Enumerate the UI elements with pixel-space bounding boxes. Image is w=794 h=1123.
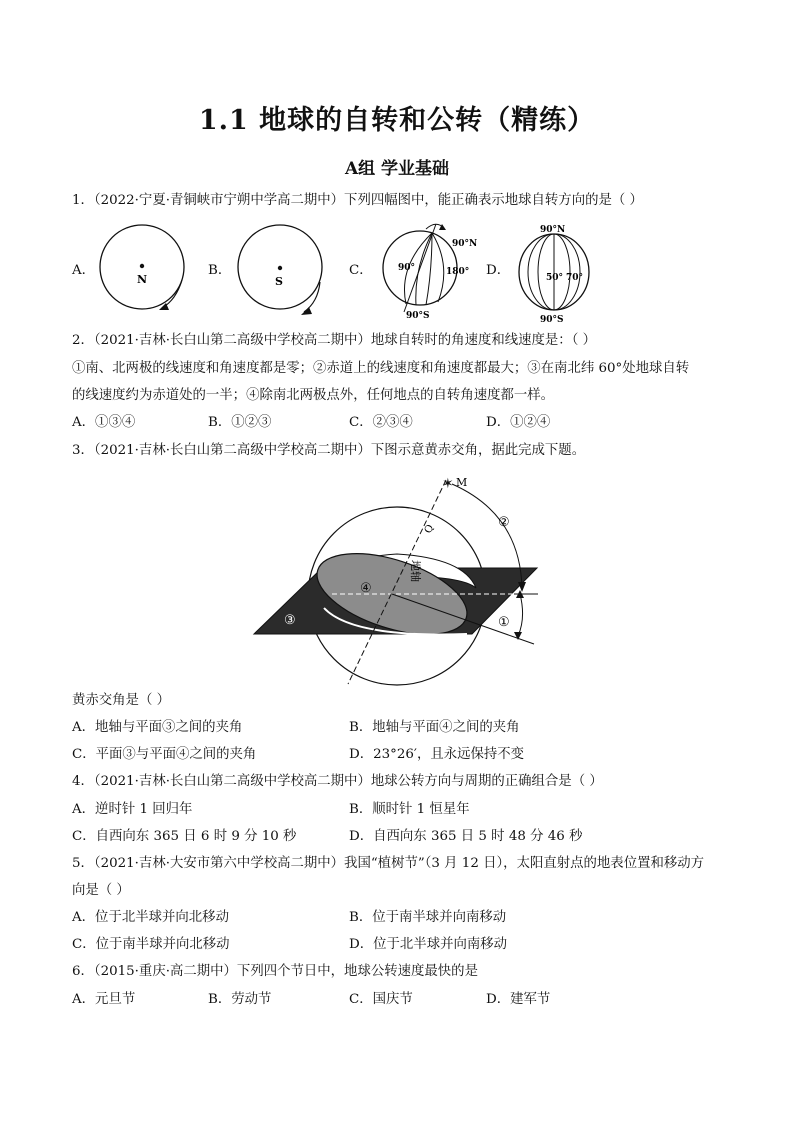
q5-option-d: D．位于北半球并向南移动 xyxy=(349,937,508,952)
q5-option-b: B．位于南半球并向南移动 xyxy=(349,910,507,925)
page-title: 1.1 地球的自转和公转（精练） xyxy=(198,105,596,136)
label-50deg: 50° xyxy=(546,273,564,283)
label-3: ③ xyxy=(284,613,296,628)
arrow-head-icon xyxy=(518,582,526,592)
q6-option-c: C．国庆节 xyxy=(349,992,413,1007)
label-1: ① xyxy=(498,615,510,630)
star-icon: ✶ xyxy=(442,476,454,492)
label-axis: 地轴 xyxy=(409,560,422,582)
rotation-arrow xyxy=(162,280,182,308)
arrow-head-icon xyxy=(301,307,312,315)
q6-option-a: A．元旦节 xyxy=(72,992,136,1007)
q1-figure-d xyxy=(514,220,600,324)
q4-option-c: C．自西向东 365 日 6 时 9 分 10 秒 xyxy=(72,829,297,844)
label-90s: 90°S xyxy=(540,315,564,324)
label-70deg: 70° xyxy=(566,273,584,283)
label-90deg: 90° xyxy=(398,263,416,273)
q5-stem-line1: 5．（2021·吉林·大安市第六中学校高二期中）我国“植树节”（3 月 12 日），太阳直射点的地表位置和移动方 xyxy=(72,856,705,871)
q2-option-d: D．①②④ xyxy=(486,415,551,430)
q3-option-d: D．23°26′，且永远保持不变 xyxy=(349,747,525,762)
pole-dot xyxy=(140,264,144,268)
label-90n: 90°N xyxy=(540,225,566,235)
q2-text-line1: ①南、北两极的线速度和角速度都是零；②赤道上的线速度和角速度都最大；③在南北纬 60°处地球自转 xyxy=(72,361,690,376)
q2-option-c: C．②③④ xyxy=(349,415,413,430)
q6-stem: 6．（2015·重庆·高二期中）下列四个节日中，地球公转速度最快的是 xyxy=(72,964,478,979)
arc-1 xyxy=(518,594,523,636)
q3-figure-obliquity xyxy=(252,468,544,690)
q4-stem: 4．（2021·吉林·长白山第二高级中学校高二期中）地球公转方向与周期的正确组合是（ ） xyxy=(72,774,603,789)
q4-option-b: B．顺时针 1 恒星年 xyxy=(349,802,470,817)
q3-sub-question: 黄赤交角是（ ） xyxy=(72,693,170,708)
q3-option-a: A．地轴与平面③之间的夹角 xyxy=(72,720,243,735)
q3-option-c: C．平面③与平面④之间的夹角 xyxy=(72,747,257,762)
pole-label-n: N xyxy=(137,273,148,286)
q3-stem: 3．（2021·吉林·长白山第二高级中学校高二期中）下图示意黄赤交角，据此完成下题。 xyxy=(72,443,586,458)
q5-option-c: C．位于南半球并向北移动 xyxy=(72,937,230,952)
q6-option-b: B．劳动节 xyxy=(208,992,272,1007)
q4-option-a: A．逆时针 1 回归年 xyxy=(72,802,193,817)
meridian-line xyxy=(416,233,432,305)
q1-figure-b xyxy=(232,222,332,320)
pole-dot xyxy=(278,266,282,270)
meridian-line xyxy=(432,233,444,302)
q5-stem-line2: 向是（ ） xyxy=(72,883,130,898)
q1-stem: 1．（2022·宁夏·青铜峡市宁朔中学高二期中）下列四幅图中，能正确表示地球自转方向的是（ ） xyxy=(72,193,643,208)
q3-option-b: B．地轴与平面④之间的夹角 xyxy=(349,720,520,735)
q2-option-b: B．①②③ xyxy=(208,415,272,430)
label-90s: 90°S xyxy=(406,311,430,321)
arrow-head-icon xyxy=(514,632,522,640)
q1-label-c: C． xyxy=(349,263,373,278)
q1-figure-a xyxy=(96,222,190,318)
q5-option-a: A．位于北半球并向北移动 xyxy=(72,910,229,925)
q2-stem: 2．（2021·吉林·长白山第二高级中学校高二期中）地球自转时的角速度和线速度是：（ ） xyxy=(72,333,597,348)
label-q: Q xyxy=(422,523,437,536)
q2-option-a: A．①③④ xyxy=(72,415,136,430)
q6-option-d: D．建军节 xyxy=(486,992,551,1007)
q4-option-d: D．自西向东 365 日 5 时 48 分 46 秒 xyxy=(349,829,583,844)
label-2: ② xyxy=(498,515,510,530)
label-90n: 90°N xyxy=(452,239,478,249)
q1-figure-c xyxy=(376,216,486,322)
q1-label-d: D． xyxy=(486,263,511,278)
q1-label-a: A． xyxy=(72,263,96,278)
pole-label-s: S xyxy=(275,275,283,288)
label-m: M xyxy=(456,476,468,489)
q1-label-b: B． xyxy=(208,263,232,278)
label-4: ④ xyxy=(360,581,372,596)
label-180deg: 180° xyxy=(446,267,470,277)
section-title: A组 学业基础 xyxy=(344,159,450,179)
q2-text-line2: 的线速度约为赤道处的一半；④除南北两极点外，任何地点的自转角速度都一样。 xyxy=(72,388,555,403)
